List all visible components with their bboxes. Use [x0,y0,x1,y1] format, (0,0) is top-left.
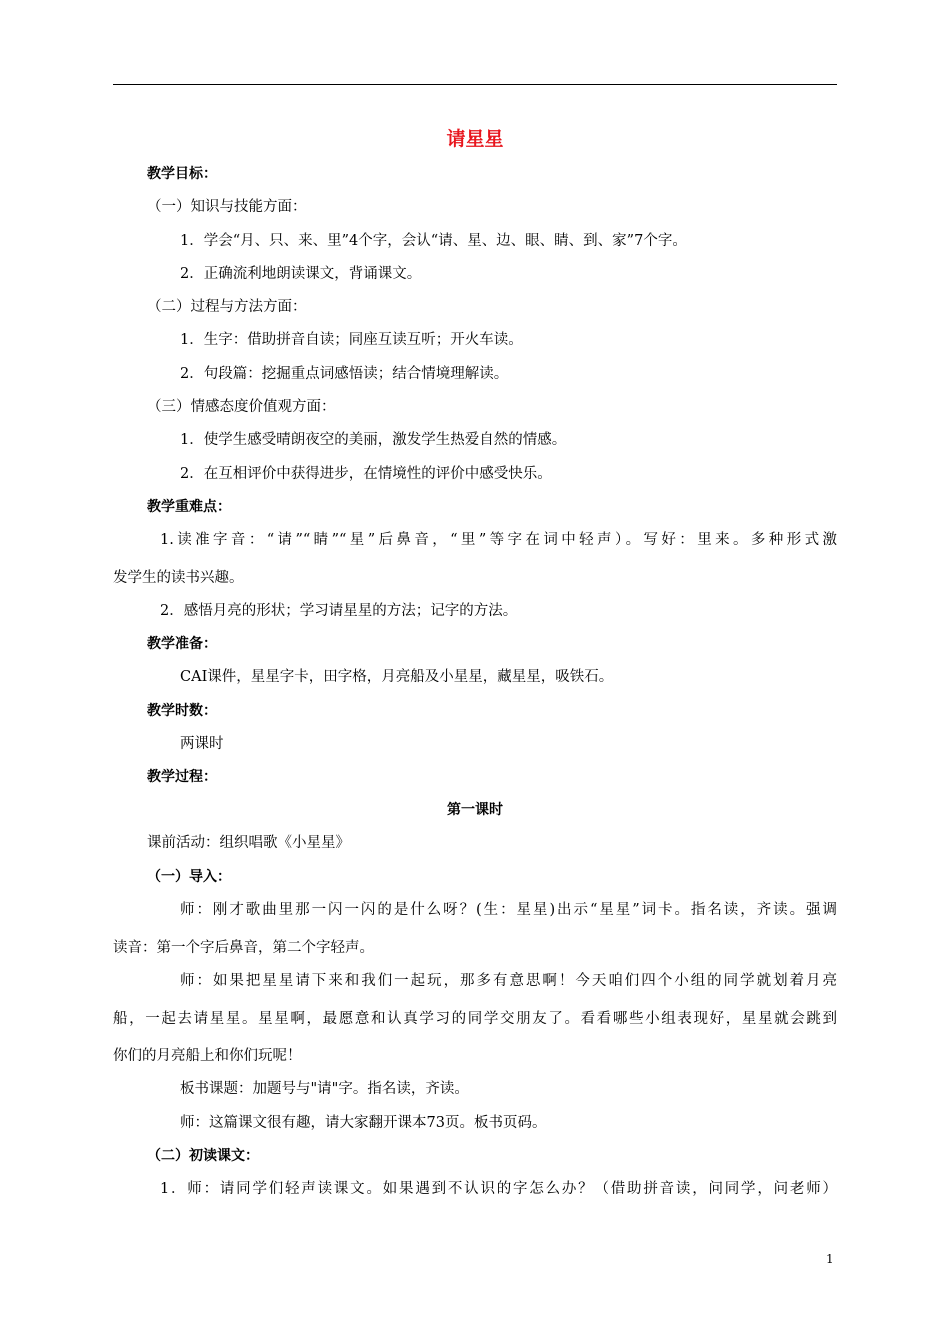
part2-heading: （二）初读课文： [147,1148,259,1164]
header-rule [113,84,837,85]
goal2-heading: （二）过程与方法方面： [147,299,307,315]
goal3-heading: （三）情感态度价值观方面： [147,399,336,415]
document-title: 请星星 [446,128,504,150]
part1-paragraph-2-line-3: 你们的月亮船上和你们玩呢！ [113,1048,302,1064]
part2-paragraph-1: 1．师：请同学们轻声读课文。如果遇到不认识的字怎么办？（借助拼音读，问同学，问老师） [160,1181,837,1197]
page-number: 1 [826,1252,834,1266]
goals-heading: 教学目标： [147,166,217,182]
goal3-item-1: 1．使学生感受晴朗夜空的美丽，激发学生热爱自然的情感。 [180,432,567,448]
lesson1-title: 第一课时 [447,802,503,818]
keypoints-paragraph-2: 2．感悟月亮的形状；学习请星星的方法；记字的方法。 [160,603,518,619]
prep-heading: 教学准备： [147,636,217,652]
keypoints-heading: 教学重难点： [147,499,231,515]
process-heading: 教学过程： [147,769,217,785]
prep-text: CAI课件，星星字卡，田字格，月亮船及小星星，藏星星，吸铁石。 [180,669,614,685]
part1-paragraph-4: 师：这篇课文很有趣，请大家翻开课本73页。板书页码。 [180,1115,547,1131]
goal1-heading: （一）知识与技能方面： [147,199,307,215]
time-heading: 教学时数： [147,703,217,719]
time-text: 两课时 [180,736,224,752]
part1-paragraph-2-line-2: 船，一起去请星星。星星啊，最愿意和认真学习的同学交朋友了。看看哪些小组表现好，星星就会跳到 [113,1011,837,1027]
keypoints-paragraph-1-line-2: 发学生的读书兴趣。 [113,570,244,586]
goal3-item-2: 2．在互相评价中获得进步，在情境性的评价中感受快乐。 [180,466,552,482]
pre-activity: 课前活动：组织唱歌《小星星》 [147,835,350,851]
part1-paragraph-1-line-1: 师：刚才歌曲里那一闪一闪的是什么呀？(生：星星)出示“星星”词卡。指名读，齐读。强调 [180,902,837,918]
keypoints-paragraph-1-line-1: 1.读准字音：“请”“睛”“星”后鼻音，“里”等字在词中轻声）。写好：里来。多种形式激 [160,532,837,548]
goal1-item-1: 1．学会“月、只、来、里”4个字，会认“请、星、边、眼、睛、到、家”7个字。 [180,233,687,249]
goal2-item-2: 2．句段篇：挖掘重点词感悟读；结合情境理解读。 [180,366,509,382]
part1-paragraph-3: 板书课题：加题号与"请"字。指名读，齐读。 [180,1081,469,1097]
goal1-item-2: 2．正确流利地朗读课文，背诵课文。 [180,266,422,282]
part1-paragraph-1-line-2: 读音：第一个字后鼻音，第二个字轻声。 [113,940,374,956]
part1-heading: （一）导入： [147,869,231,885]
goal2-item-1: 1．生字：借助拼音自读；同座互读互听；开火车读。 [180,332,523,348]
part1-paragraph-2-line-1: 师：如果把星星请下来和我们一起玩，那多有意思啊！今天咱们四个小组的同学就划着月亮 [180,973,837,989]
